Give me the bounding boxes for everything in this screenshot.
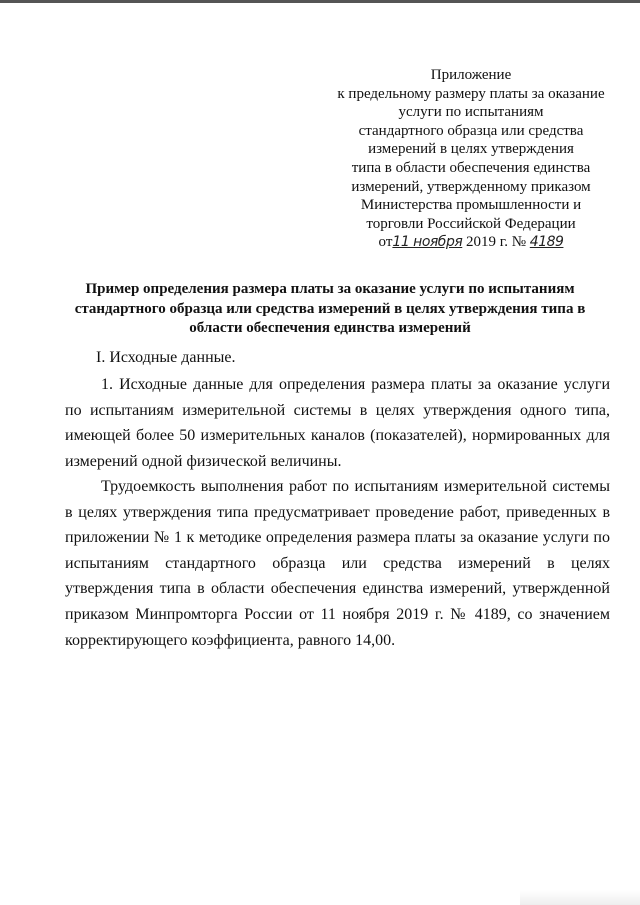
- appendix-header: [330, 66, 612, 252]
- appendix-date-line: [330, 233, 612, 252]
- paragraph-2: Трудоемкость выполнения работ по испытаниям измерительной системы в целях утверждения типа предусматривает проведение работ, приведенных в приложении № 1 к методике определения размера платы за оказание услуги по испытаниям стандартного образца или средства измерений в целях утверждения типа в области обеспечения единства измерений, утвержденной приказом Минпромторга России от 11 ноября 2019 г. № 4189, со значением корректирующего коэффициента, равного 14,00.: [65, 478, 610, 649]
- scan-edge-line: [0, 0, 640, 3]
- appendix-line: Приложение: [430, 67, 512, 83]
- appendix-line: измерений в целях утверждения: [368, 141, 574, 158]
- appendix-line: Министерства промышленности и: [360, 197, 582, 214]
- appendix-line: стандартного образца или средства: [358, 122, 584, 139]
- document-title: Пример определения размера платы за оказание услуги по испытаниям стандартного образца или средства измерений в целях утверждения типа в области обеспечения единства измерений: [74, 281, 586, 336]
- date-prefix: от: [378, 234, 393, 251]
- handwritten-date: 11 ноября: [392, 234, 463, 251]
- handwritten-number: 4189: [529, 234, 564, 251]
- appendix-line: измерений, утвержденному приказом: [351, 178, 591, 195]
- appendix-line: типа в области обеспечения единства: [351, 159, 591, 176]
- paragraph-1: 1. Исходные данные для определения размера платы за оказание услуги по испытаниям измерительной системы в целях утверждения одного типа, имеющей более 50 измерительных каналов (показателей), нормированных для измерений одной физической величины.: [65, 376, 610, 470]
- appendix-line: услуги по испытаниям: [398, 104, 544, 121]
- scan-artifact: [520, 890, 640, 905]
- section-heading: I. Исходные данные.: [96, 349, 236, 366]
- appendix-line: к предельному размеру платы за оказание: [337, 85, 605, 102]
- appendix-line: торговли Российской Федерации: [366, 215, 576, 232]
- date-year: 2019 г. №: [466, 234, 527, 251]
